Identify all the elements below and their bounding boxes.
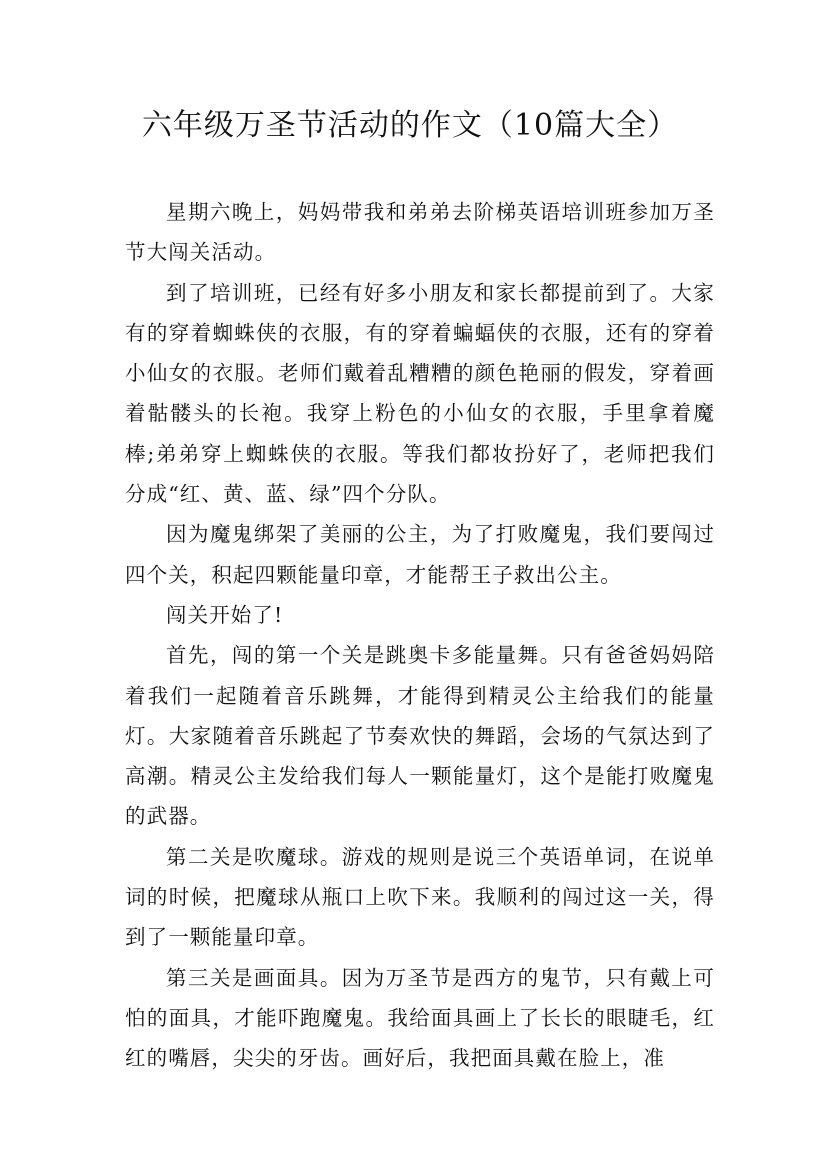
paragraph: 第三关是画面具。因为万圣节是西方的鬼节，只有戴上可怕的面具，才能吓跑魔鬼。我给面具画上了长长的眼睫毛，红红的嘴唇，尖尖的牙齿。画好后，我把面具戴在脸上，准 bbox=[125, 965, 715, 1071]
paragraph: 第二关是吹魔球。游戏的规则是说三个英语单词，在说单词的时候，把魔球从瓶口上吹下来。我顺利的闯过这一关，得到了一颗能量印章。 bbox=[125, 844, 715, 950]
paragraph: 到了培训班，已经有好多小朋友和家长都提前到了。大家有的穿着蜘蛛侠的衣服，有的穿着蝙蝠侠的衣服，还有的穿着小仙女的衣服。老师们戴着乱糟糟的颜色艳丽的假发，穿着画着骷髅头的长袍。我穿上粉色的小仙女的衣服，手里拿着魔棒;弟弟穿上蜘蛛侠的衣服。等我们都妆扮好了，老师把我们分成“红、黄、蓝、绿”四个分队。 bbox=[125, 280, 715, 507]
paragraph: 闯关开始了! bbox=[166, 602, 284, 627]
document-title: 六年级万圣节活动的作文（10篇大全） bbox=[141, 108, 679, 143]
paragraph: 星期六晚上，妈妈带我和弟弟去阶梯英语培训班参加万圣节大闯关活动。 bbox=[125, 200, 715, 265]
paragraph: 首先，闯的第一个关是跳奥卡多能量舞。只有爸爸妈妈陪着我们一起随着音乐跳舞，才能得到精灵公主给我们的能量灯。大家随着音乐跳起了节奏欢快的舞蹈，会场的气氛达到了高潮。精灵公主发给我们每人一颗能量灯，这个是能打败魔鬼的武器。 bbox=[125, 643, 715, 829]
paragraph: 因为魔鬼绑架了美丽的公主，为了打败魔鬼，我们要闯过四个关，积起四颗能量印章，才能帮王子救出公主。 bbox=[125, 522, 715, 587]
document-body bbox=[125, 192, 715, 1079]
